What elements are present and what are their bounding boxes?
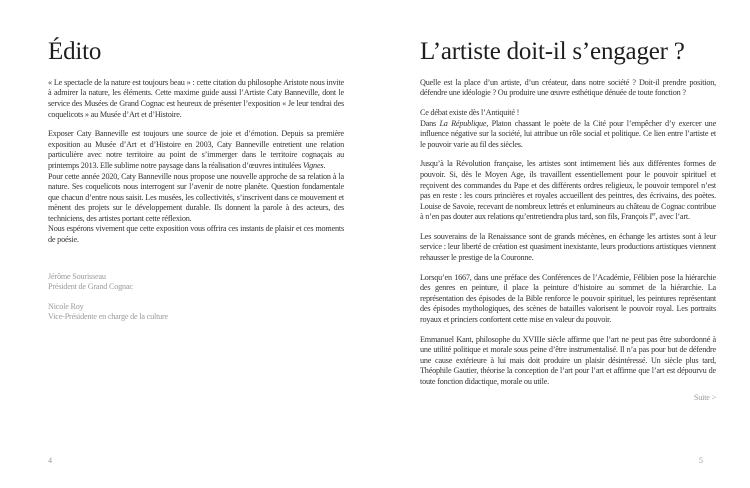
right-page-title: L’artiste doit-il s’engager ? bbox=[420, 38, 685, 65]
paragraph: Dans La République, Platon chassant le poète de la Cité pour l’empêcher d’y exercer une influence négative sur la société, lui attribue un rôle social et politique. Ce lien entre l’artiste et le pouvoir varie au fil des siècles. bbox=[420, 118, 717, 149]
left-page-title: Édito bbox=[48, 38, 102, 65]
paragraph: Pour cette année 2020, Caty Banneville nous propose une nouvelle approche de sa relation à la nature. Ses coquelicots nous interrogent sur l’avenir de notre planète. Question fondamentale que chacun d’entre nous saisit. Les musées, les collectivités, s’inscrivent dans ce mouvement et mènent des projets sur le développement durable. Ils donnent la parole à des acteurs, des techniciens, des artistes portant cette réflexion. bbox=[48, 171, 344, 223]
left-page-body bbox=[48, 78, 344, 246]
signature-role: Président de Grand Cognac bbox=[48, 282, 133, 292]
paragraph: Lorsqu’en 1667, dans une préface des Conférences de l’Académie, Félibien pose la hiérarchie des genres en peinture, il place la peinture d’histoire au sommet de la hiérarchie. La représentation des épisodes de la Bible renforce le pouvoir spirituel, les peintures représentant des épisodes mythologiques, des scènes de batailles valorisent le pouvoir royal. Les portraits royaux et princiers confortent cette mise en valeur du pouvoir. bbox=[420, 272, 716, 325]
signatures bbox=[48, 272, 344, 323]
paragraph: Emmanuel Kant, philosophe du XVIIIe siècle affirme que l’art ne peut pas être subordonné à une utilité politique et morale sous peine d’être instrumentalisé. Il n’a pas pour but de défendre une cause extérieure à lui mais doit produire un plaisir désintéressé. Un siècle plus tard, Théophile Gautier, théorise la conception de l’art pour l’art et affirme que l’art est dépourvu de toute fonction didactique, morale ou utile. bbox=[420, 334, 716, 386]
page-number-right: 5 bbox=[698, 456, 703, 465]
signature-name: Nicole Roy bbox=[48, 301, 84, 311]
paragraph: « Le spectacle de la nature est toujours beau » : cette citation du philosophe Aristote nous invite à admirer la nature, les éléments. Cette maxime guide aussi l’Artiste Caty Banneville, dont le service des Musées de Grand Cognac est heureux de présenter l’exposition « Je leur tendrai des coquelicots » au Musée d’Art et d’Histoire. bbox=[48, 77, 344, 119]
paragraph: Quelle est la place d’un artiste, d’un créateur, dans notre société ? Doit-il prendre position, défendre une idéologie ? Ou produire une œuvre esthétique dénuée de toute fonction ? bbox=[420, 77, 716, 98]
paragraph: Jusqu’à la Révolution française, les artistes sont intimement liés aux différentes formes de pouvoir. Si, dès le Moyen Age, ils travaillent essentiellement pour le pouvoir spirituel et reçoivent des commandes du Pape et des différents ordres religieux, le pouvoir temporel n’est pas en reste : les cours princières et royales accueillent des peintres, des écrivains, des poètes. Louise de Savoie, recevant de nombreux lettrés et enlumineurs au château de Cognac contribue à n’en pas douter aux relations qu’entretiendra plus tard, son fils, François Ier, avec l’art. bbox=[420, 159, 716, 222]
paragraph: Les souverains de la Renaissance sont de grands mécènes, en échange les artistes sont à leur service : leur liberté de création est quasiment inexistante, leurs productions artistiques viennent rehausser le prestige de la Couronne. bbox=[420, 231, 716, 263]
signature bbox=[48, 302, 344, 323]
paragraph: Ce débat existe dès l’Antiquité ! bbox=[420, 107, 520, 117]
left-page bbox=[48, 38, 344, 323]
paragraph: Nous espérons vivement que cette exposition vous offrira ces instants de plaisir et ces moments de poésie. bbox=[48, 224, 344, 245]
paragraph: Exposer Caty Banneville est toujours une source de joie et d’émotion. Depuis sa première exposition au Musée d’Art et d’Histoire en 2003, Caty Banneville entretient une relation particulière avec notre territoire au point de s’immerger dans le territoire cognaçais au printemps 2013. Elle sublime notre paysage dans la réalisation d’œuvres intitulées Vignes. bbox=[48, 129, 344, 170]
right-page-body bbox=[420, 78, 716, 388]
right-page bbox=[420, 38, 716, 402]
signature-name: Jérôme Sourisseau bbox=[48, 271, 106, 281]
page-number-left: 4 bbox=[48, 456, 53, 465]
continuation-marker: Suite > bbox=[693, 392, 716, 402]
signature-role: Vice-Présidente en charge de la culture bbox=[48, 312, 168, 322]
signature bbox=[48, 272, 344, 293]
